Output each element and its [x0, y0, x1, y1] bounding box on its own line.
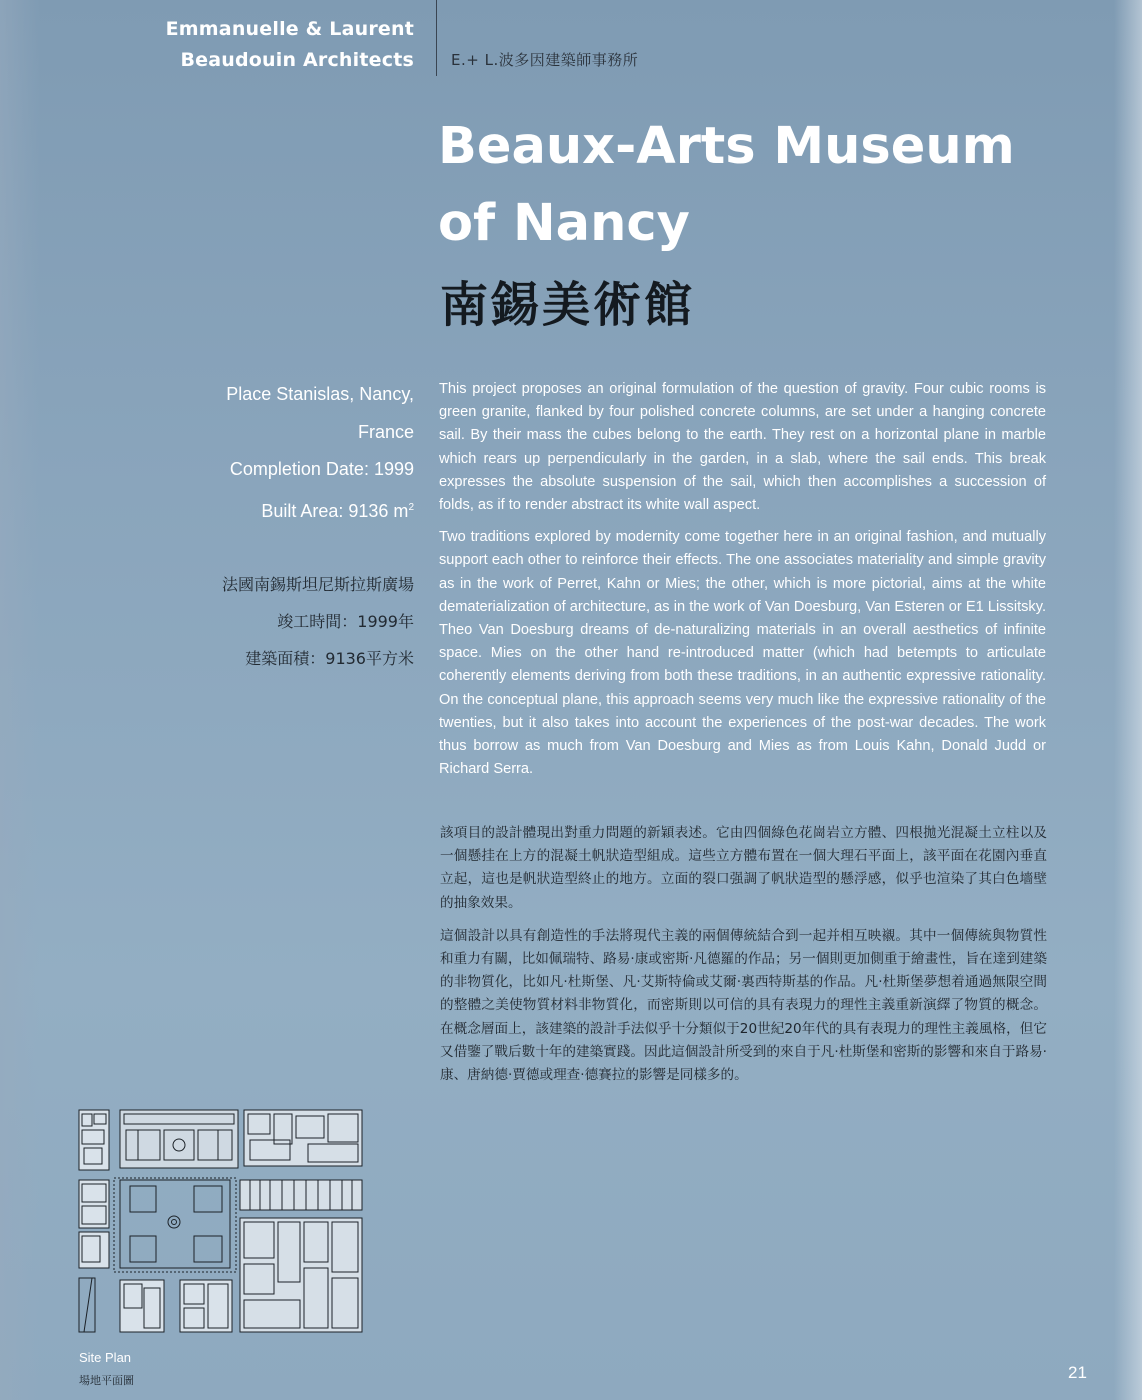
completion-date: Completion Date: 1999 [229, 459, 414, 479]
location-zh: 法國南錫斯坦尼斯拉斯廣場 [221, 575, 414, 594]
page-edge-right [1114, 0, 1142, 1400]
built-area-superscript: 2 [408, 501, 414, 513]
header-divider [436, 0, 437, 76]
page-edge-left [0, 0, 40, 1400]
figure-caption: Site Plan [79, 1350, 132, 1365]
project-info-zh [154, 566, 414, 677]
site-plan-drawing [78, 1108, 364, 1334]
location-line-2: France [357, 421, 414, 442]
built-area: Built Area: 9136 $m^2$ [261, 500, 414, 521]
description-zh [440, 822, 1047, 1097]
paragraph-zh-1: 該項目的設計體現出對重力問題的新穎表述。它由四個綠色花崗岩立方體、四根拋光混凝土立柱以及一個懸挂在上方的混凝土帆狀造型組成。這些立方體布置在一個大理石平面上，該平面在花園內垂直立起，這也是帆狀造型終止的地方。立面的裂口强調了帆狀造型的懸浮感，似乎也渲染了其白色墻壁的抽象效果。 [440, 825, 1047, 911]
page-title: Beaux-Arts Museum of Nancy [438, 117, 1015, 253]
figure-caption-zh: 場地平面圖 [79, 1374, 134, 1387]
description-en [439, 378, 1046, 790]
paragraph-en-2: Two traditions explored by modernity come together here in an original fashion, and mutually support each other to reinforce their effects. The one associates materiality and simple gravity as in the work of Perret, Kahn or Mies; the other, which is more pictorial, aims at the white dematerialization of architecture, as in the work of Van Doesburg, Van Esteren or E1 Lissitsky. Theo Van Doesburg dreams of de-naturalizing materials in an overall aesthetics of infinite space. Mies on the other hand re-introduced matter (which had betempts to articulate coherently elements deriving from both these traditions, in an authentic expressive rationality. On the conceptual plane, this approach seems very much like the expressive rationality of the twenties, but it also takes into account the experiences of the post-war decades. The work thus borrow as much from Van Doesburg and Mies as from Louis Kahn, Donald Judd or Richard Serra. [439, 529, 1046, 778]
architect-firm-name [166, 14, 414, 76]
location-line-1: Place Stanislas, Nancy, [226, 384, 414, 404]
firm-line-2: Beaudouin Architects [180, 49, 414, 71]
firm-line-1: Emmanuelle & Laurent [165, 18, 414, 40]
page-title-zh: 南錫美術館 [440, 277, 696, 333]
architect-firm-name-zh: E.+ L.波多因建築師事務所 [451, 51, 639, 69]
paragraph-zh-2: 這個設計以具有創造性的手法將現代主義的兩個傳統結合到一起并相互映襯。其中一個傳統與物質性和重力有關，比如佩瑞特、路易·康或密斯·凡德羅的作品；另一個則更加側重于繪畫性，旨在達到建築的非物質化，比如凡·杜斯堡、凡·艾斯特倫或艾爾·裏西特斯基的作品。凡·杜斯堡夢想着通過無限空間的整體之美使物質材料非物質化，而密斯則以可信的具有表現力的理性主義重新演繹了物質的概念。在概念層面上，該建築的設計手法似乎十分類似于20世紀20年代的具有表現力的理性主義風格，但它又借鑒了戰后數十年的建築實踐。因此這個設計所受到的來自于凡·杜斯堡和密斯的影響和來自于路易·康、唐納德·賈德或理查·德賽拉的影響是同樣多的。 [440, 927, 1047, 1084]
paragraph-en-1: This project proposes an original formulation of the question of gravity. Four cubic rooms is green granite, flanked by four polished concrete columns, are set under a hanging concrete sail. By their mass the cubes belong to the earth. They rest on a horizontal plane in marble which rears up perpendicularly in the garden, in a slab, where the sail ends. This break expresses the absolute suspension of the sail, which then accomplishes a succession of folds, as if to render abstract its white wall aspect. [439, 381, 1046, 514]
built-area-zh: 建築面積：9136平方米 [245, 649, 414, 668]
project-info [154, 376, 414, 530]
completion-date-zh: 竣工時間：1999年 [277, 612, 414, 631]
page-number: 21 [1068, 1363, 1087, 1382]
